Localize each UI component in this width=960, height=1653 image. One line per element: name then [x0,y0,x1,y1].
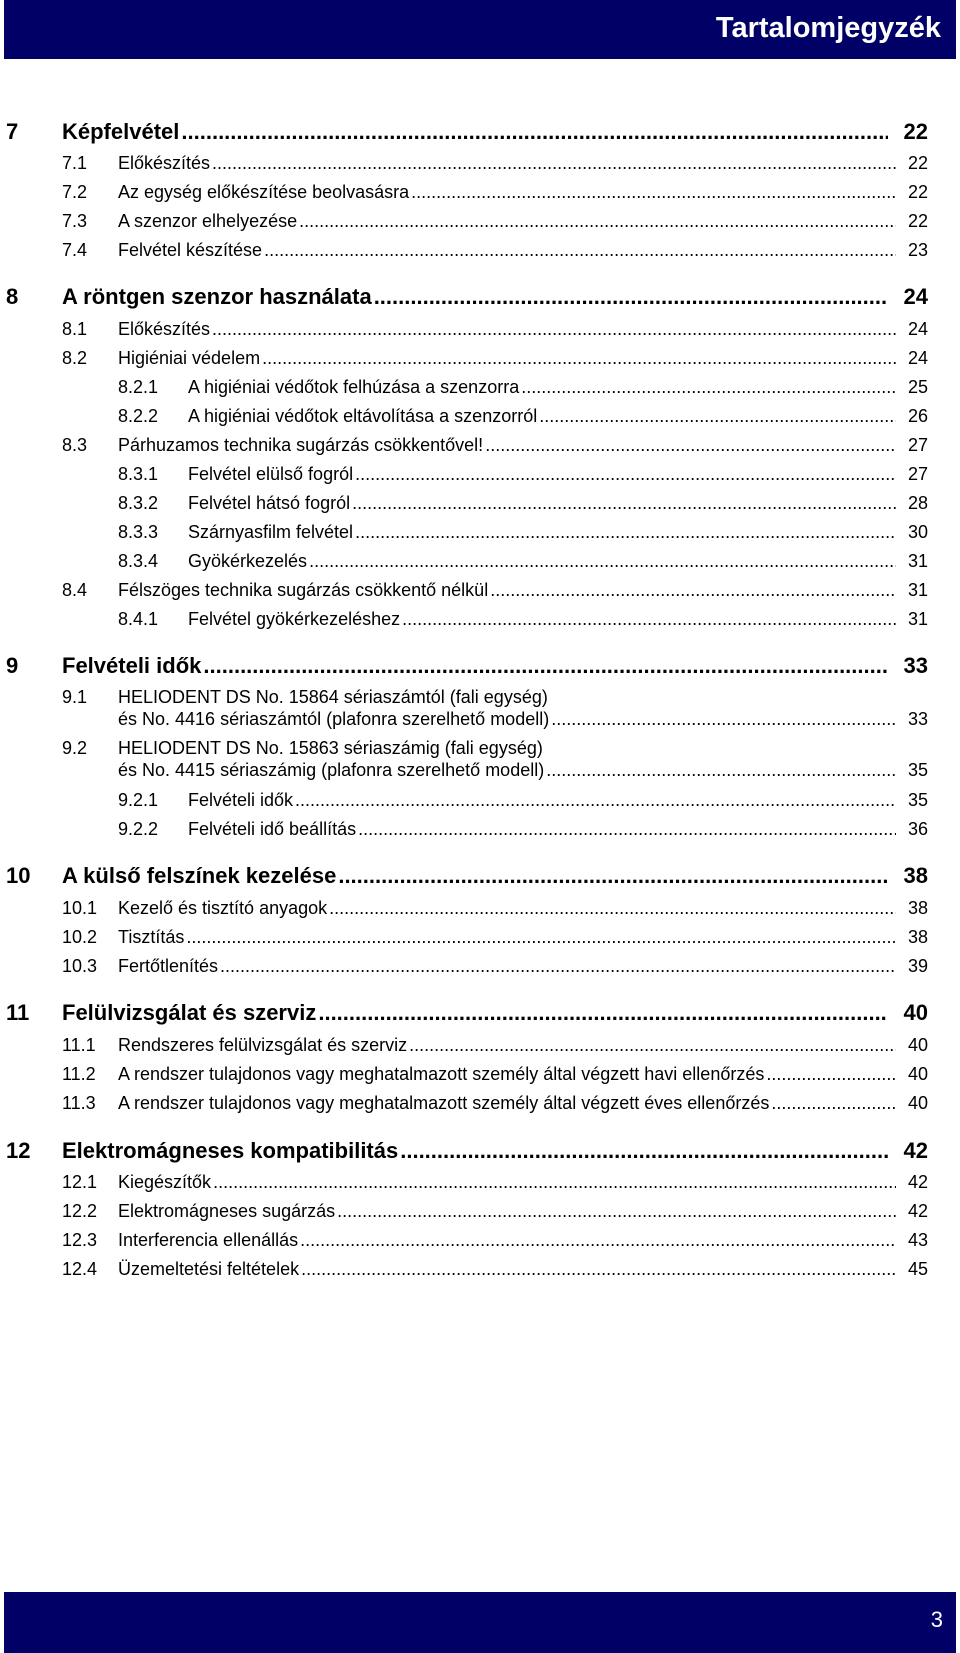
toc-title: Gyökérkezelés [188,551,308,571]
toc-number: 8.2.2 [118,406,159,426]
dot-leader [521,376,926,398]
dot-leader [539,405,926,427]
toc-number: 12.1 [62,1172,98,1192]
dot-leader [337,1200,926,1222]
dot-leader [299,210,926,232]
dot-leader [411,181,926,203]
toc-title: Félszöges technika sugárzás csökkentő nélkül [118,580,489,600]
toc-page: 31 [896,579,928,601]
toc-number: 9.2.1 [118,790,159,810]
toc-title: Elektromágneses sugárzás [118,1201,336,1221]
toc-number: 11 [6,1000,30,1025]
toc-title: Fertőtlenítés [118,956,219,976]
toc-title: A higiéniai védőtok eltávolítása a szenzorról [188,406,538,426]
dot-leader [485,434,926,456]
dot-leader [355,521,926,543]
toc-title-continued: és No. 4415 sériaszámig (plafonra szerelhető modell) [118,760,545,780]
toc-number: 8.1 [62,319,88,339]
dot-leader [213,1171,926,1193]
toc-title: Szárnyasfilm felvétel [188,522,354,542]
toc-title: A rendszer tulajdonos vagy meghatalmazott személy által végzett havi ellenőrzés [118,1064,765,1084]
toc-page: 24 [896,318,928,340]
toc-number: 7.2 [62,182,88,202]
toc-page: 24 [896,347,928,369]
dot-leader [212,152,926,174]
toc-number: 7 [6,119,19,144]
toc-number: 10 [6,863,31,888]
dot-leader [262,347,926,369]
toc-title: Felvétel készítése [118,240,263,260]
page-number: 3 [930,1607,943,1632]
toc-title: Tisztítás [118,927,185,947]
toc-page: 40 [896,1092,928,1114]
dot-leader [329,897,926,919]
dot-leader [309,550,926,572]
toc-page: 25 [896,376,928,398]
dot-leader [352,492,926,514]
toc-page: 27 [896,463,928,485]
dot-leader [338,863,926,889]
toc-number: 8.3.2 [118,493,159,513]
toc-title-continued: és No. 4416 sériaszámtól (plafonra szerelhető modell) [118,709,550,729]
toc-title: Felülvizsgálat és szerviz [62,1000,317,1025]
dot-leader [203,653,926,679]
toc-number: 8.3.4 [118,551,159,571]
toc-number: 7.4 [62,240,88,260]
toc-page: 42 [896,1171,928,1193]
toc-number: 7.1 [62,153,88,173]
toc-number: 12 [6,1138,31,1163]
toc-title: A rendszer tulajdonos vagy meghatalmazott személy által végzett éves ellenőrzés [118,1093,770,1113]
toc-number: 9 [6,653,19,678]
toc-title: Interferencia ellenállás [118,1230,299,1250]
toc-title: Párhuzamos technika sugárzás csökkentővel! [118,435,484,455]
toc-number: 8.3.3 [118,522,159,542]
toc-title: A szenzor elhelyezése [118,211,298,231]
toc-page: 22 [896,210,928,232]
toc-page: 23 [896,239,928,261]
toc-title: Üzemeltetési feltételek [118,1259,300,1279]
toc-title: Az egység előkészítése beolvasásra [118,182,410,202]
toc-title: A röntgen szenzor használata [62,284,372,309]
toc-number: 12.2 [62,1201,98,1221]
toc-title: HELIODENT DS No. 15864 sériaszámtól (fali egység) [118,687,548,707]
toc-title: Higiéniai védelem [118,348,261,368]
toc-page: 27 [896,434,928,456]
toc-title: Felvétel elülső fogról [188,464,354,484]
toc-title: Felvétel hátsó fogról [188,493,351,513]
toc-title: Kiegészítők [118,1172,212,1192]
toc-title: Előkészítés [118,153,211,173]
toc-page: 28 [896,492,928,514]
toc-page: 42 [888,1138,928,1164]
toc-page: 22 [888,119,928,145]
footer-bar [4,1592,956,1653]
dot-leader [186,926,926,948]
toc-page: 35 [896,759,928,781]
dot-leader [355,463,926,485]
toc-page: 22 [896,152,928,174]
toc-page: 26 [896,405,928,427]
toc-number: 12.3 [62,1230,98,1250]
dot-leader [402,608,926,630]
toc-number: 9.2.2 [118,819,159,839]
toc-number: 7.3 [62,211,88,231]
toc-page: 22 [896,181,928,203]
dot-leader [551,708,926,730]
toc-page: 40 [888,1000,928,1026]
toc-page: 38 [888,863,928,889]
toc-number: 8.4.1 [118,609,159,629]
toc-page: 36 [896,818,928,840]
dot-leader [318,1000,926,1026]
dot-leader [181,119,926,145]
toc-page: 33 [888,653,928,679]
toc-page: 38 [896,926,928,948]
toc-title: Felvételi idő beállítás [188,819,357,839]
toc-page: 40 [896,1063,928,1085]
toc-page: 30 [896,521,928,543]
dot-leader [264,239,926,261]
toc-number: 10.2 [62,927,98,947]
toc-page: 33 [896,708,928,730]
toc-number: 10.3 [62,956,98,976]
toc-title: Képfelvétel [62,119,180,144]
toc-title: Előkészítés [118,319,211,339]
toc-page: 40 [896,1034,928,1056]
toc-number: 9.1 [62,687,88,707]
toc-title: Elektromágneses kompatibilitás [62,1138,399,1163]
dot-leader [490,579,926,601]
toc-number: 8 [6,284,19,309]
dot-leader [300,1229,926,1251]
toc-title: Felvétel gyökérkezeléshez [188,609,401,629]
dot-leader [400,1138,926,1164]
toc-number: 9.2 [62,738,88,758]
toc-page: 31 [896,550,928,572]
dot-leader [301,1258,926,1280]
toc-number: 8.4 [62,580,88,600]
toc-title: Felvételi idők [62,653,202,678]
dot-leader [409,1034,926,1056]
toc-page: 24 [888,284,928,310]
toc-page: 39 [896,955,928,977]
dot-leader [358,818,926,840]
toc-page: 38 [896,897,928,919]
page-title: Tartalomjegyzék [715,12,941,44]
toc-number: 10.1 [62,898,98,918]
toc-title: Rendszeres felülvizsgálat és szerviz [118,1035,408,1055]
toc-title: HELIODENT DS No. 15863 sériaszámig (fali egység) [118,738,543,758]
dot-leader [374,284,926,310]
toc-title: Felvételi idők [188,790,294,810]
toc-page: 42 [896,1200,928,1222]
dot-leader [220,955,926,977]
dot-leader [546,759,926,781]
toc-number: 8.2.1 [118,377,159,397]
toc-title: A külső felszínek kezelése [62,863,337,888]
toc-number: 8.3 [62,435,88,455]
toc-number: 11.2 [62,1064,96,1084]
toc-number: 11.3 [62,1093,96,1113]
toc-number: 11.1 [62,1035,96,1055]
toc-page: 43 [896,1229,928,1251]
toc-page: 45 [896,1258,928,1280]
dot-leader [212,318,926,340]
dot-leader [295,789,926,811]
toc-page: 35 [896,789,928,811]
toc-title: A higiéniai védőtok felhúzása a szenzorra [188,377,520,397]
toc-number: 8.3.1 [118,464,159,484]
toc-number: 8.2 [62,348,88,368]
toc-page: 31 [896,608,928,630]
toc-title: Kezelő és tisztító anyagok [118,898,328,918]
toc-number: 12.4 [62,1259,98,1279]
